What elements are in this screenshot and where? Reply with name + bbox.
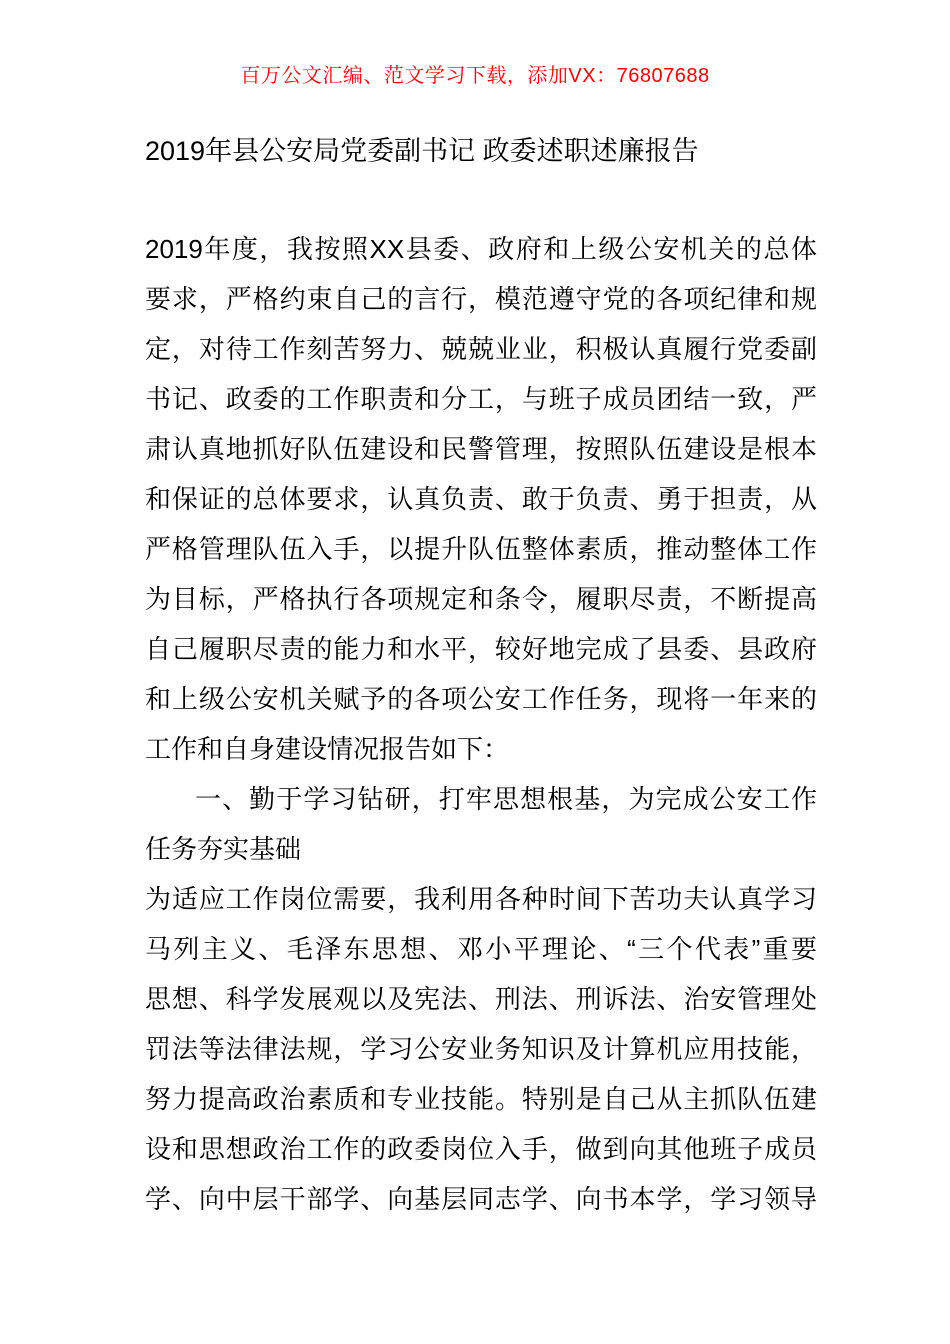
text-line: 罚法等法律法规，学习公安业务知识及计算机应用技能， [145,1034,817,1064]
document-body [145,224,817,1224]
text-line: 思想、科学发展观以及宪法、刑法、刑诉法、治安管理处 [145,984,817,1014]
text-line: 和保证的总体要求，认真负责、敢于负责、勇于担责，从 [145,484,817,514]
text-line: 定，对待工作刻苦努力、兢兢业业，积极认真履行党委副 [145,334,817,364]
text-line: 书记、政委的工作职责和分工，与班子成员团结一致，严 [145,384,817,414]
document-title: 2019年县公安局党委副书记 政委述职述廉报告 [145,136,699,166]
text-line: 马列主义、毛泽东思想、邓小平理论、“三个代表”重要 [145,934,817,964]
text-line: 为目标，严格执行各项规定和条令，履职尽责，不断提高 [145,584,817,614]
text-line: 工作和自身建设情况报告如下： [145,734,510,764]
text-line: 肃认真地抓好队伍建设和民警管理，按照队伍建设是根本 [145,434,817,464]
text-line: 设和思想政治工作的政委岗位入手，做到向其他班子成员 [145,1134,817,1164]
text-line: 要求，严格约束自己的言行，模范遵守党的各项纪律和规 [145,284,817,314]
text-line: 一、勤于学习钻研，打牢思想根基，为完成公安工作 [195,784,817,814]
text-line: 自己履职尽责的能力和水平，较好地完成了县委、县政府 [145,634,817,664]
text-line: 为适应工作岗位需要，我利用各种时间下苦功夫认真学习 [145,884,817,914]
text-line: 任务夯实基础 [145,834,302,864]
text-line: 和上级公安机关赋予的各项公安工作任务，现将一年来的 [145,684,817,714]
text-line: 努力提高政治素质和专业技能。特别是自己从主抓队伍建 [145,1084,817,1114]
text-line: 学、向中层干部学、向基层同志学、向书本学，学习领导 [145,1184,817,1214]
text-line: 2019年度，我按照XX县委、政府和上级公安机关的总体 [145,234,817,264]
promo-watermark-text: 百万公文汇编、范文学习下载，添加VX：76807688 [240,65,710,87]
text-line: 严格管理队伍入手，以提升队伍整体素质，推动整体工作 [145,534,817,564]
